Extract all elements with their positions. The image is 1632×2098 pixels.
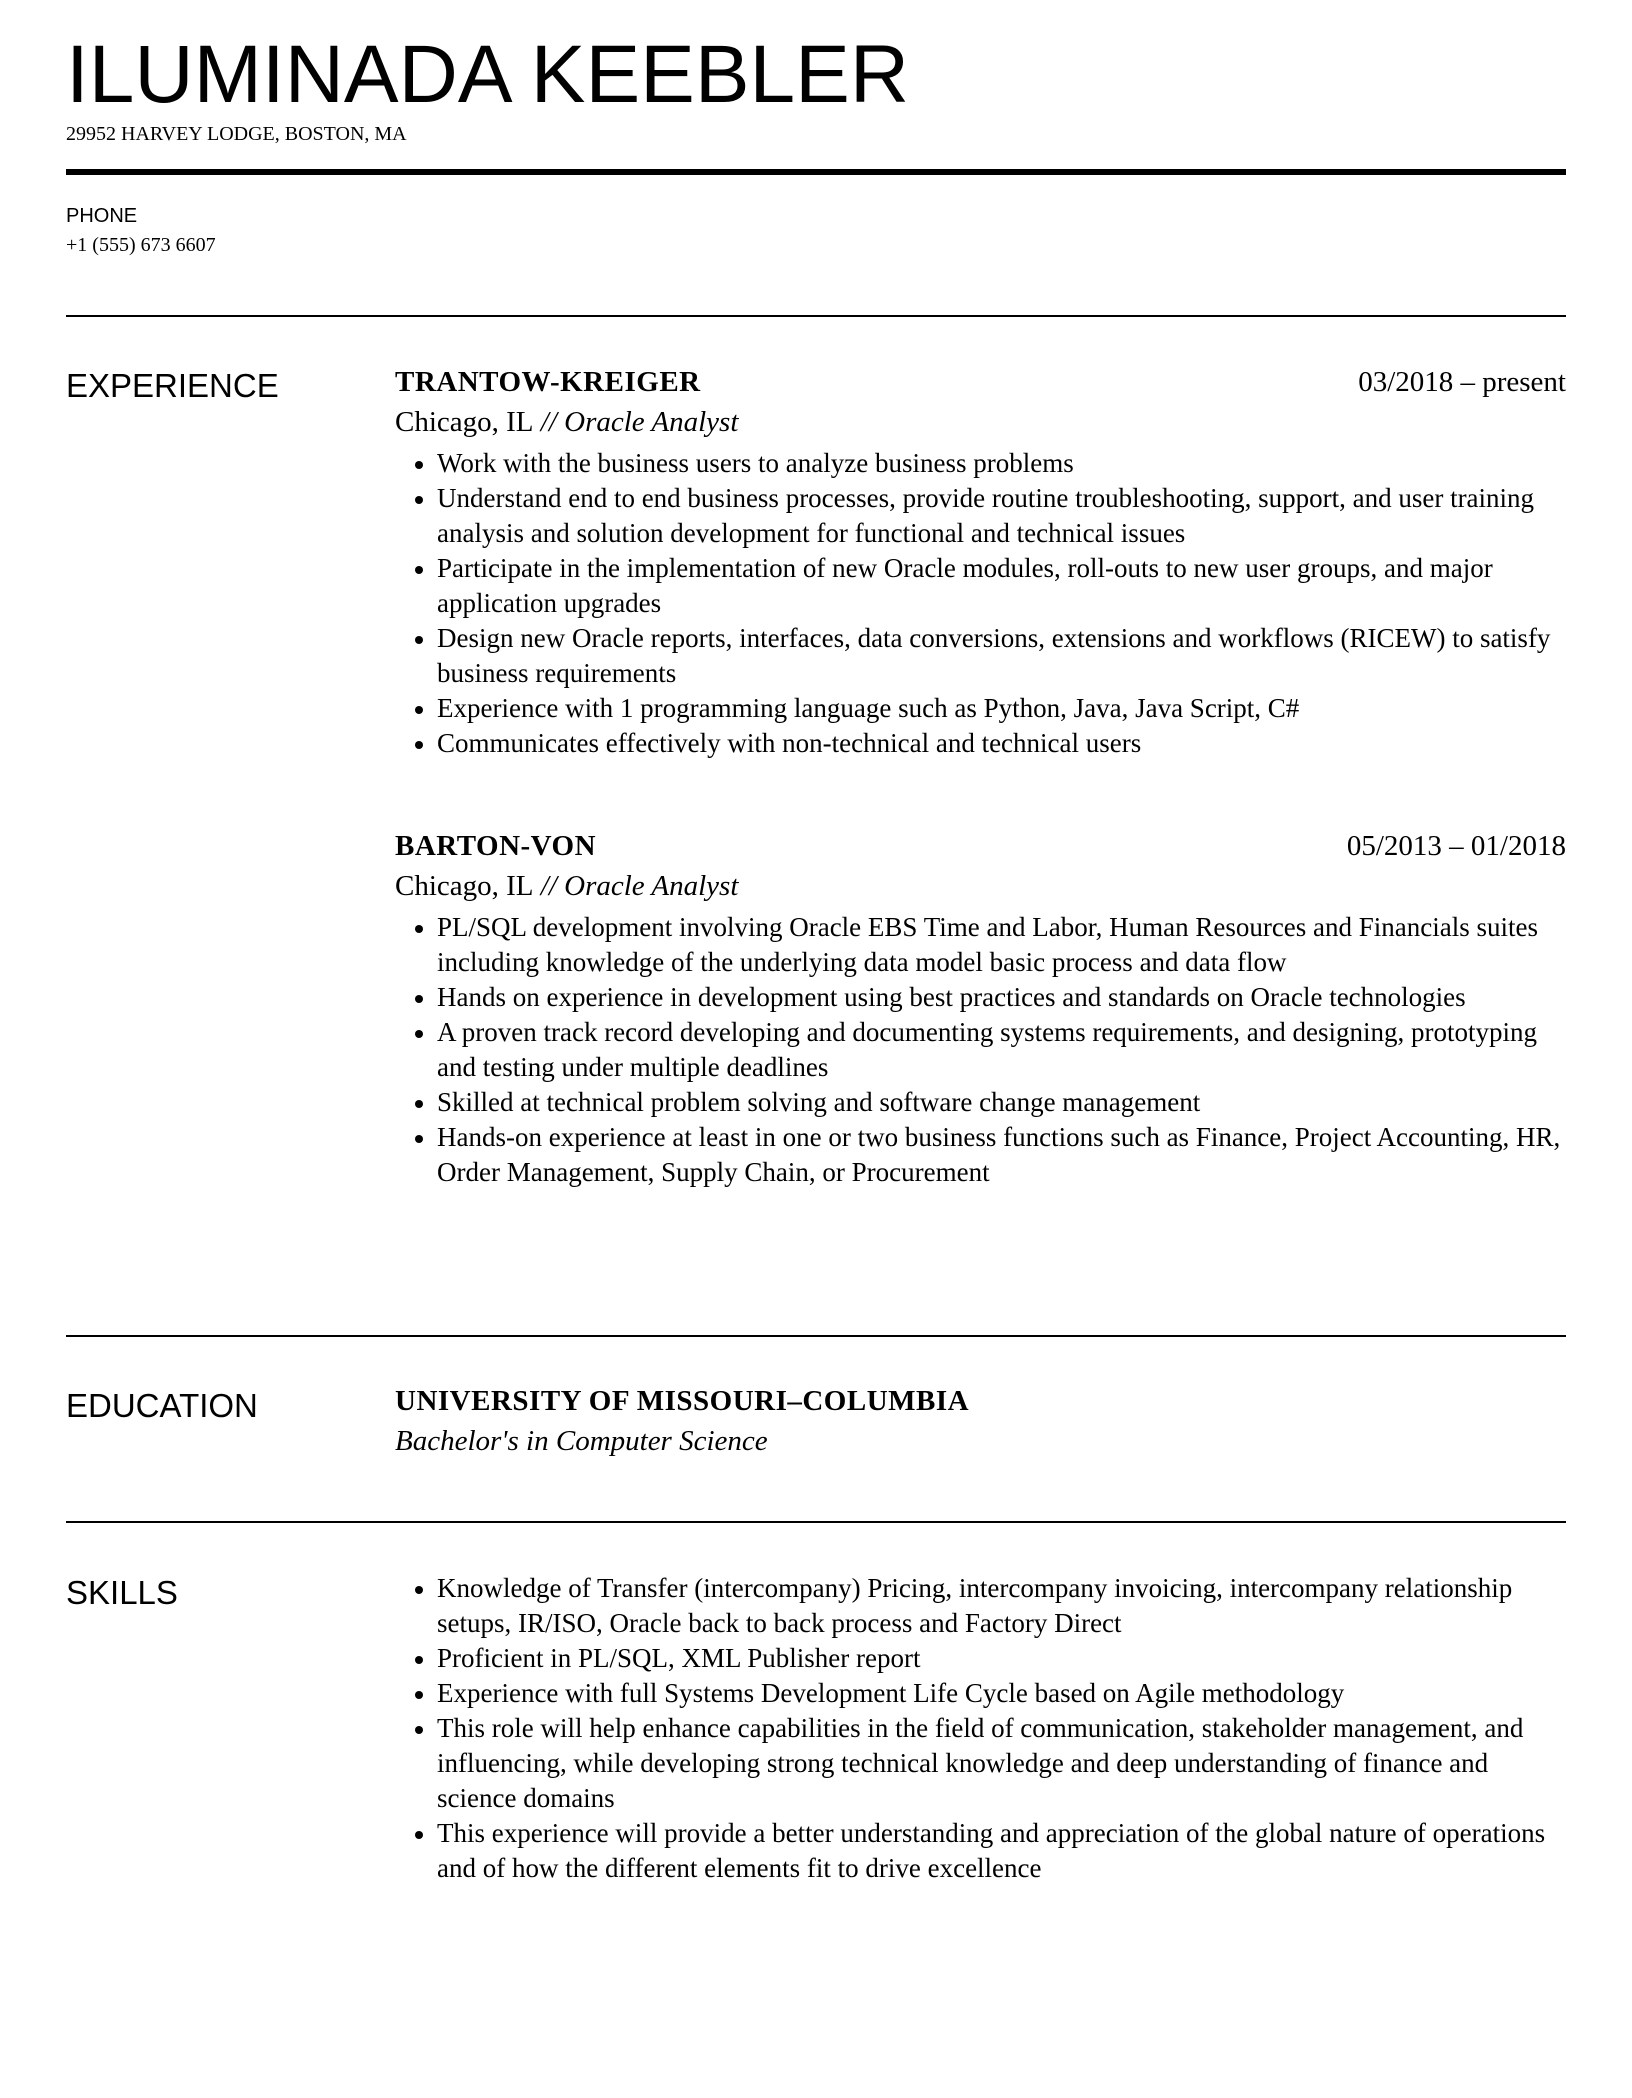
job-entry bbox=[395, 826, 1566, 1190]
experience-heading: EXPERIENCE bbox=[66, 367, 279, 404]
phone-value: +1 (555) 673 6607 bbox=[66, 234, 216, 256]
job-location: Chicago, IL bbox=[395, 870, 534, 902]
phone-label: PHONE bbox=[66, 205, 138, 227]
bullet-item: Design new Oracle reports, interfaces, data conversions, extensions and workflows (RICEW) to satisfy business requirements bbox=[395, 621, 1566, 691]
degree: Bachelor's in Computer Science bbox=[395, 1425, 768, 1457]
job-subline bbox=[395, 402, 1566, 442]
candidate-address: 29952 HARVEY LODGE, BOSTON, MA bbox=[66, 123, 407, 145]
job-company: TRANTOW-KREIGER bbox=[395, 366, 701, 398]
bullet-item: Communicates effectively with non-technical and technical users bbox=[395, 726, 1566, 761]
job-separator: // bbox=[533, 870, 565, 902]
section-divider bbox=[66, 1521, 1566, 1523]
school-name: UNIVERSITY OF MISSOURI–COLUMBIA bbox=[395, 1385, 970, 1417]
bullet-item: Understand end to end business processes, provide routine troubleshooting, support, and user training analysis and solution development for functional and technical issues bbox=[395, 481, 1566, 551]
job-location: Chicago, IL bbox=[395, 406, 534, 438]
skills-list bbox=[395, 1571, 1566, 1886]
education-section bbox=[395, 1381, 1566, 1461]
candidate-name: ILUMINADA KEEBLER bbox=[66, 29, 910, 120]
section-divider bbox=[66, 315, 1566, 317]
education-heading: EDUCATION bbox=[66, 1387, 258, 1424]
job-bullets bbox=[395, 910, 1566, 1190]
bullet-item: Participate in the implementation of new Oracle modules, roll-outs to new user groups, and major application upgrades bbox=[395, 551, 1566, 621]
bullet-item: Skilled at technical problem solving and software change management bbox=[395, 1085, 1566, 1120]
skill-item: Knowledge of Transfer (intercompany) Pricing, intercompany invoicing, intercompany relationship setups, IR/ISO, Oracle back to back process and Factory Direct bbox=[395, 1571, 1566, 1641]
job-entry bbox=[395, 362, 1566, 761]
bullet-item: A proven track record developing and documenting systems requirements, and designing, prototyping and testing under multiple deadlines bbox=[395, 1015, 1566, 1085]
skill-item: This role will help enhance capabilities in the field of communication, stakeholder management, and influencing, while developing strong technical knowledge and deep understanding of finance and science domains bbox=[395, 1711, 1566, 1816]
experience-section-2 bbox=[395, 826, 1566, 1190]
skill-item: Proficient in PL/SQL, XML Publisher report bbox=[395, 1641, 1566, 1676]
job-dates: 05/2013 – 01/2018 bbox=[1346, 830, 1566, 862]
skills-section bbox=[395, 1571, 1566, 1886]
experience-section bbox=[395, 362, 1566, 761]
job-role: Oracle Analyst bbox=[564, 870, 739, 902]
bullet-item: Work with the business users to analyze business problems bbox=[395, 446, 1566, 481]
job-role: Oracle Analyst bbox=[564, 406, 739, 438]
skill-item: This experience will provide a better understanding and appreciation of the global nature of operations and of how the different elements fit to drive excellence bbox=[395, 1816, 1566, 1886]
bullet-item: Experience with 1 programming language such as Python, Java, Java Script, C# bbox=[395, 691, 1566, 726]
bullet-item: PL/SQL development involving Oracle EBS Time and Labor, Human Resources and Financials suites including knowledge of the underlying data model basic process and data flow bbox=[395, 910, 1566, 980]
skill-item: Experience with full Systems Development Life Cycle based on Agile methodology bbox=[395, 1676, 1566, 1711]
job-bullets bbox=[395, 446, 1566, 761]
section-divider bbox=[66, 1335, 1566, 1337]
skills-heading: SKILLS bbox=[66, 1574, 178, 1611]
job-dates: 03/2018 – present bbox=[1358, 366, 1566, 398]
job-company: BARTON-VON bbox=[395, 830, 597, 862]
job-subline bbox=[395, 866, 1566, 906]
bullet-item: Hands on experience in development using best practices and standards on Oracle technologies bbox=[395, 980, 1566, 1015]
header-divider bbox=[66, 169, 1566, 175]
job-separator: // bbox=[533, 406, 565, 438]
bullet-item: Hands-on experience at least in one or two business functions such as Finance, Project Accounting, HR, Order Management, Supply Chain, or Procurement bbox=[395, 1120, 1566, 1190]
